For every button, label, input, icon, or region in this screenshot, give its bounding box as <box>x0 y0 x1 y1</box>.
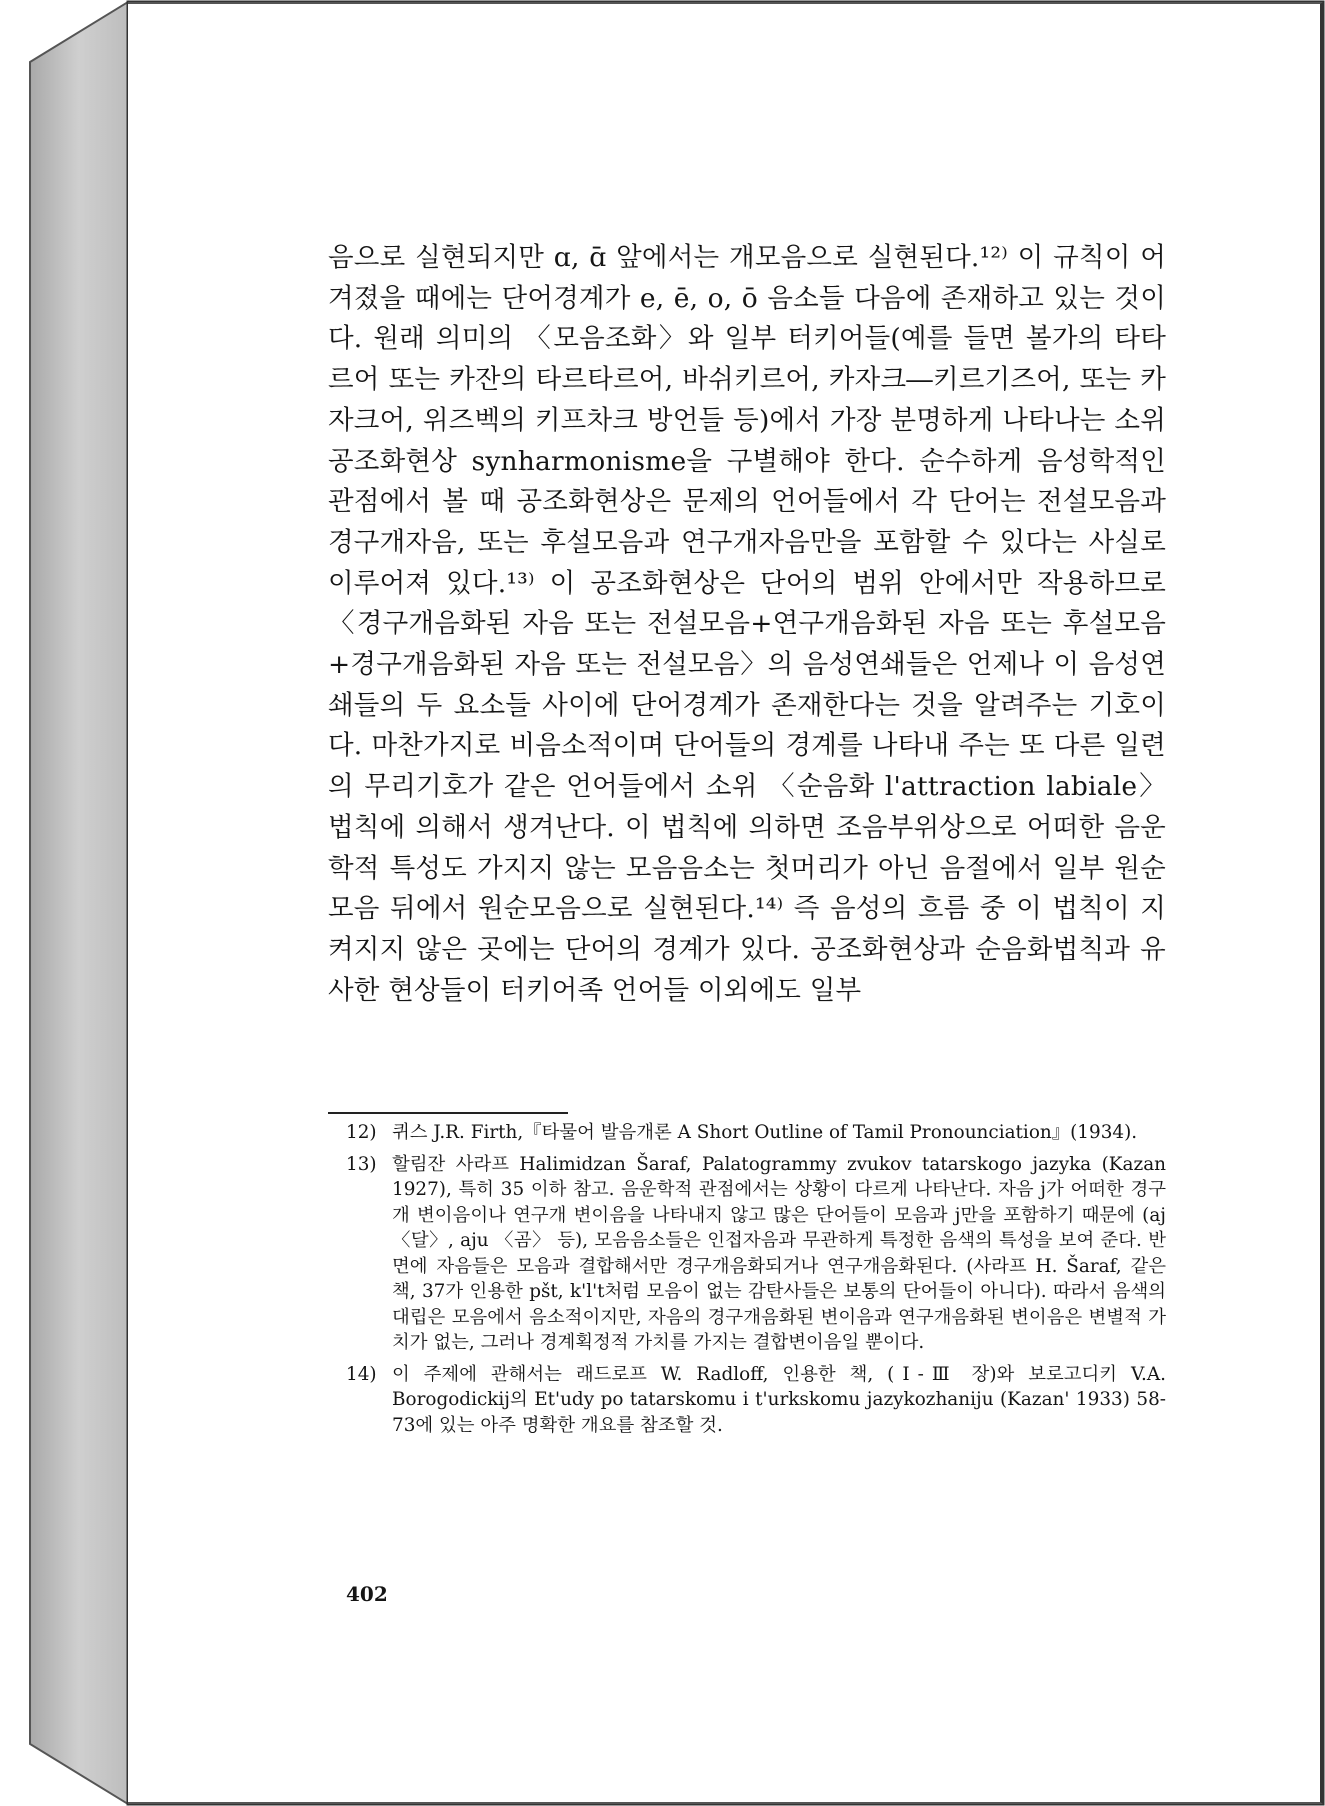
footnote-divider <box>328 1112 568 1114</box>
footnote-text: 할림잔 사라프 Halimidzan Šaraf, Palatogrammy zvukov tatarskogo jazyka (Kazan 1927), 특히 35 이하 참고. 음운학적 관점에서는 상황이 다르게 나타난다. 자음 j가 어떠한 경구개 변이음이나 연구개 변이음을 나타내지 않고 많은 단어들이 모음과 j만을 포함하기 때문에 (aj 〈달〉, aju 〈곰〉 등), 모음음소들은 인접자음과 무관하게 특정한 음색의 특성을 보여 준다. 반면에 자음들은 모음과 결합해서만 경구개음화되거나 연구개음화된다. (사라프 H. Šaraf, 같은 책, 37가 인용한 pšt, k'l't처럼 모음이 없는 감탄사들은 보통의 단어들이 아니다). 따라서 음색의 대립은 모음에서 음소적이지만, 자음의 경구개음화된 변이음과 연구개음화된 변이음은 변별적 가치가 없는, 그러나 경계획정적 가치를 가지는 결합변이음일 뿐이다. <box>392 1153 1166 1353</box>
page-number: 402 <box>346 1582 388 1606</box>
footnote-14 <box>328 1362 1166 1439</box>
footnote-12 <box>328 1120 1166 1146</box>
footnote-number: 12) <box>346 1122 377 1143</box>
main-text <box>328 238 1166 1011</box>
footnotes <box>328 1120 1166 1444</box>
footnote-number: 13) <box>346 1153 377 1175</box>
footnote-text: 이 주제에 관해서는 래드로프 W. Radloff, 인용한 책, (Ⅰ-Ⅲ 장)와 보로고디키 V.A. Borogodickij의 Et'udy po tatarskomu i t'urkskomu jazykozhaniju (Kazan' 1933) 58-73에 있는 아주 명확한 개요를 참조할 것. <box>392 1363 1166 1436</box>
footnote-text: 퀴스 J.R. Firth,『타물어 발음개론 A Short Outline of Tamil Pronounciation』(1934). <box>392 1122 1138 1143</box>
body-paragraph: 음으로 실현되지만 ɑ, ɑ̄ 앞에서는 개모음으로 실현된다.¹²⁾ 이 규칙이 어겨졌을 때에는 단어경계가 e, ē, o, ō 음소들 다음에 존재하고 있는 것이다. 원래 의미의 〈모음조화〉와 일부 터키어들(예를 들면 볼가의 타타르어 또는 카잔의 타르타르어, 바쉬키르어, 카자크―키르기즈어, 또는 카자크어, 위즈벡의 키프차크 방언들 등)에서 가장 분명하게 나타나는 소위 공조화현상 synharmonisme을 구별해야 한다. 순수하게 음성학적인 관점에서 볼 때 공조화현상은 문제의 언어들에서 각 단어는 전설모음과 경구개자음, 또는 후설모음과 연구개자음만을 포함할 수 있다는 사실로 이루어져 있다.¹³⁾ 이 공조화현상은 단어의 범위 안에서만 작용하므로 〈경구개음화된 자음 또는 전설모음+연구개음화된 자음 또는 후설모음+경구개음화된 자음 또는 전설모음〉의 음성연쇄들은 언제나 이 음성연쇄들의 두 요소들 사이에 단어경계가 존재한다는 것을 알려주는 기호이다. 마찬가지로 비음소적이며 단어들의 경계를 나타내 주는 또 다른 일련의 무리기호가 같은 언어들에서 소위 〈순음화 l'attraction labiale〉 법칙에 의해서 생겨난다. 이 법칙에 의하면 조음부위상으로 어떠한 음운학적 특성도 가지지 않는 모음음소는 첫머리가 아닌 음절에서 일부 원순모음 뒤에서 원순모음으로 실현된다.¹⁴⁾ 즉 음성의 흐름 중 이 법칙이 지켜지지 않은 곳에는 단어의 경계가 있다. 공조화현상과 순음화법칙과 유사한 현상들이 터키어족 언어들 이외에도 일부 <box>328 242 1166 1006</box>
footnote-13 <box>328 1152 1166 1356</box>
footnote-number: 14) <box>346 1363 377 1385</box>
